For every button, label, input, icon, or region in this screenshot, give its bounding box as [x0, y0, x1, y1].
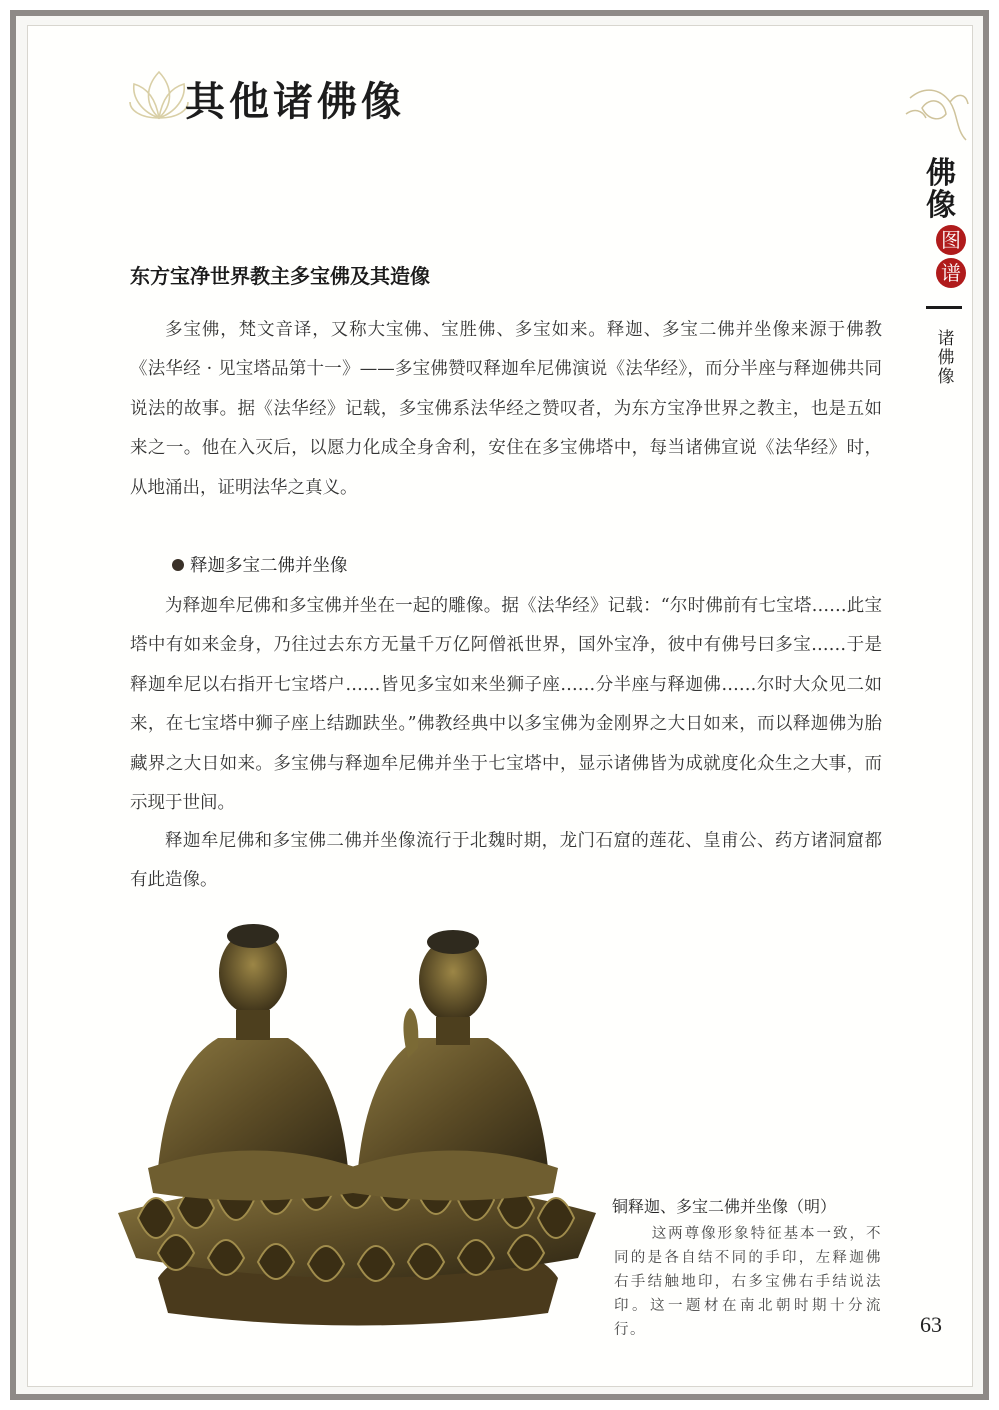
chapter-title: 其他诸佛像: [185, 78, 405, 125]
twin-buddha-statue-image: [118, 918, 596, 1338]
book-title-char: 像: [926, 188, 956, 223]
section-heading: 东方宝净世界教主多宝佛及其造像: [130, 264, 430, 288]
body-paragraph: 为释迦牟尼佛和多宝佛并坐在一起的雕像。据《法华经》记载：“尔时佛前有七宝塔……此宝塔中有如来金身，乃往过去东方无量千万亿阿僧祇世界，国外宝净，彼中有佛号曰多宝……于是释迦牟尼以右指开七宝塔户……皆见多宝如来坐狮子座……分半座与释迦佛……尔时大众见二如来，在七宝塔中狮子座上结跏趺坐。”佛教经典中以多宝佛为金刚界之大日如来，而以释迦佛为胎藏界之大日如来。多宝佛与释迦牟尼佛并坐于七宝塔中，显示诸佛皆为成就度化众生之大事，而示现于世间。: [130, 596, 882, 814]
body-paragraph: 释迦牟尼佛和多宝佛二佛并坐像流行于北魏时期，龙门石窟的莲花、皇甫公、药方诸洞窟都有此造像。: [130, 831, 882, 891]
page-number: 63: [920, 1312, 942, 1337]
lotus-ornament-icon: [128, 66, 190, 124]
bullet-icon: [172, 559, 184, 571]
side-divider: [926, 306, 962, 309]
intro-paragraph: 多宝佛，梵文音译，又称大宝佛、宝胜佛、多宝如来。释迦、多宝二佛并坐像来源于佛教《法华经 · 见宝塔品第十一》——多宝佛赞叹释迦牟尼佛演说《法华经》，而分半座与释迦佛共同说法的故事。据《法华经》记载，多宝佛系法华经之赞叹者，为东方宝净世界之教主，也是五如来之一。他在入灭后，以愿力化成全身舍利，安住在多宝佛塔中，每当诸佛宣说《法华经》时，从地涌出，证明法华之真义。: [130, 320, 882, 498]
book-title-char: 佛: [926, 156, 956, 191]
book-title-vertical: [918, 158, 968, 288]
subsection-heading-text: 释迦多宝二佛并坐像: [190, 556, 348, 576]
figure-caption-body: 这两尊像形象特征基本一致，不同的是各自结不同的手印，左释迦佛右手结触地印，右多宝佛右手结说法印。这一题材在南北朝时期十分流行。: [614, 1226, 882, 1338]
subsection-heading: [172, 552, 348, 577]
flower-ornament-icon: [900, 78, 970, 150]
seal-char: 图: [936, 225, 966, 255]
seal-char: 谱: [936, 258, 966, 288]
section-label: 诸佛像: [937, 329, 955, 387]
figure-caption-title: 铜释迦、多宝二佛并坐像（明）: [612, 1197, 837, 1216]
